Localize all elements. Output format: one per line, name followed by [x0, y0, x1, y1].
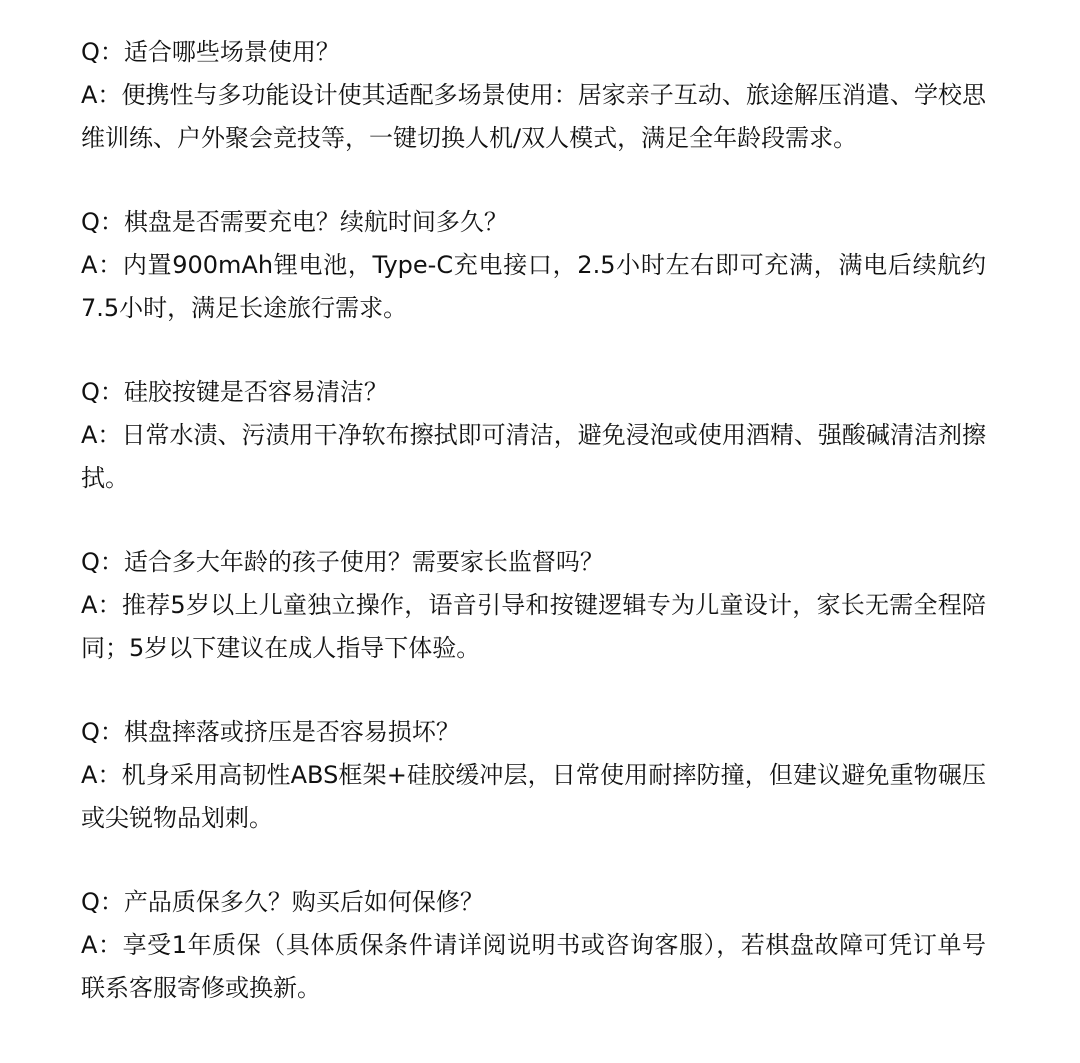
faq-answer: A：推荐5岁以上儿童独立操作，语音引导和按键逻辑专为儿童设计，家长无需全程陪同；5岁以下建议在成人指导下体验。	[81, 591, 986, 662]
faq-answer: A：日常水渍、污渍用干净软布擦拭即可清洁，避免浸泡或使用酒精、强酸碱清洁剂擦拭。	[81, 421, 986, 492]
faq-answer: A：便携性与多功能设计使其适配多场景使用：居家亲子互动、旅途解压消遣、学校思维训练、户外聚会竞技等，一键切换人机/双人模式，满足全年龄段需求。	[81, 81, 986, 152]
faq-question: Q：产品质保多久？购买后如何保修？	[81, 888, 484, 916]
faq-answer: A：机身采用高韧性ABS框架+硅胶缓冲层，日常使用耐摔防撞，但建议避免重物碾压或尖锐物品划刺。	[81, 761, 986, 832]
faq-item-warranty	[81, 881, 986, 1010]
faq-list	[81, 31, 986, 1051]
faq-item-cleaning	[81, 371, 986, 500]
faq-item-scenarios	[81, 31, 986, 160]
faq-question: Q：棋盘摔落或挤压是否容易损坏？	[81, 718, 460, 746]
faq-item-age	[81, 541, 986, 670]
faq-item-charging	[81, 201, 986, 330]
faq-item-durability	[81, 711, 986, 840]
faq-question: Q：棋盘是否需要充电？续航时间多久？	[81, 208, 508, 236]
faq-answer: A：内置900mAh锂电池，Type-C充电接口，2.5小时左右即可充满，满电后续航约7.5小时，满足长途旅行需求。	[81, 251, 986, 322]
faq-answer: A：享受1年质保（具体质保条件请详阅说明书或咨询客服），若棋盘故障可凭订单号联系客服寄修或换新。	[81, 931, 986, 1002]
faq-question: Q：适合多大年龄的孩子使用？需要家长监督吗？	[81, 548, 604, 576]
faq-question: Q：硅胶按键是否容易清洁？	[81, 378, 388, 406]
faq-question: Q：适合哪些场景使用？	[81, 38, 340, 66]
